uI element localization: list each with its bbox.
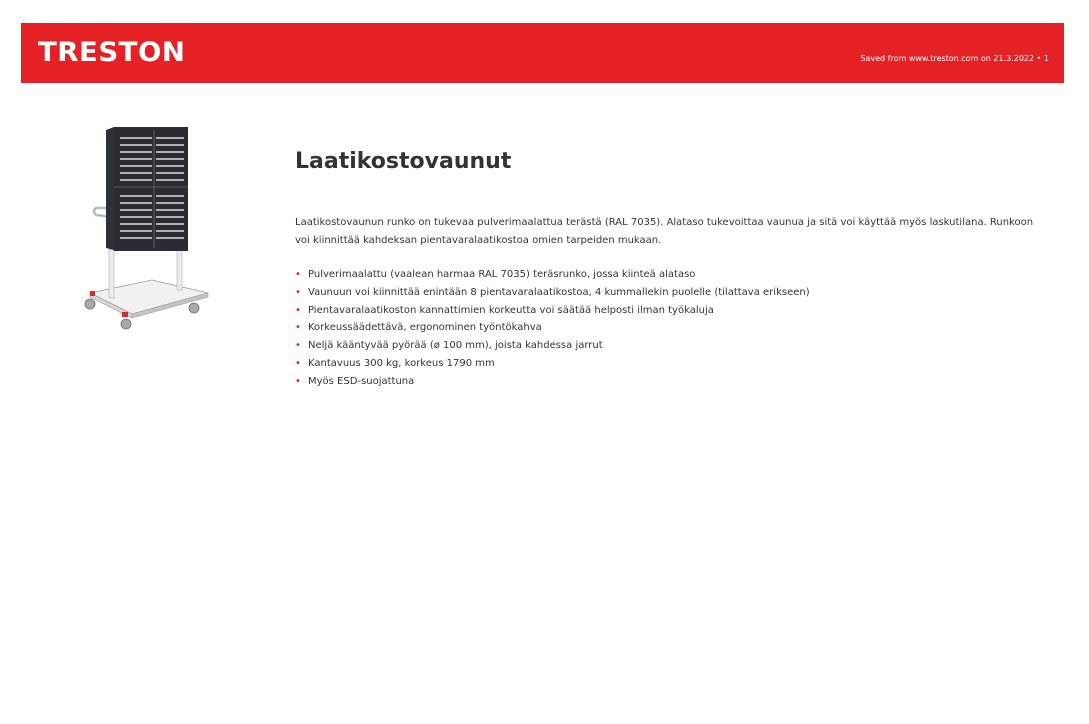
feature-item <box>295 373 810 391</box>
feature-text: Myös ESD-suojattuna <box>308 375 415 387</box>
feature-text: Pulverimaalattu (vaalean harmaa RAL 7035) teräsrunko, jossa kiinteä alataso <box>308 269 696 280</box>
bullet-icon: • <box>295 340 301 352</box>
feature-item <box>295 302 810 320</box>
bullet-icon: • <box>295 269 301 280</box>
feature-item <box>295 284 810 302</box>
feature-item <box>295 319 810 337</box>
feature-item <box>295 355 810 373</box>
feature-item <box>295 266 810 284</box>
page-header <box>21 23 1064 83</box>
treston-logo[interactable]: TRESTON <box>38 37 186 68</box>
bullet-icon: • <box>295 304 301 316</box>
page-title: Laatikostovaunut <box>295 149 512 174</box>
feature-text: Kantavuus 300 kg, korkeus 1790 mm <box>308 357 495 369</box>
feature-list <box>295 266 810 391</box>
storage-bin-trolley-image <box>80 118 212 336</box>
bullet-icon: • <box>295 286 301 298</box>
bullet-icon: • <box>295 375 301 387</box>
feature-text: Neljä kääntyvää pyörää (ø 100 mm), joista kahdessa jarrut <box>308 340 603 352</box>
saved-from-note: Saved from www.treston.com on 21.3.2022 • 1 <box>860 54 1049 63</box>
bullet-icon: • <box>295 322 301 334</box>
feature-text: Korkeussäädettävä, ergonominen työntökahva <box>308 322 542 334</box>
feature-item <box>295 337 810 355</box>
feature-text: Pientavaralaatikoston kannattimien korkeutta voi säätää helposti ilman työkaluja <box>308 304 714 316</box>
product-description: Laatikostovaunun runko on tukevaa pulverimaalattua terästä (RAL 7035). Alataso tukevoittaa vaunua ja sitä voi käyttää myös laskutilana. Runkoon voi kiinnittää kahdeksan pientavaralaatikostoa omien tarpeiden mukaan. <box>295 217 1034 246</box>
bullet-icon: • <box>295 357 301 369</box>
feature-text: Vaunuun voi kiinnittää enintään 8 pientavaralaatikostoa, 4 kummallekin puolelle (tilattava erikseen) <box>308 286 810 298</box>
